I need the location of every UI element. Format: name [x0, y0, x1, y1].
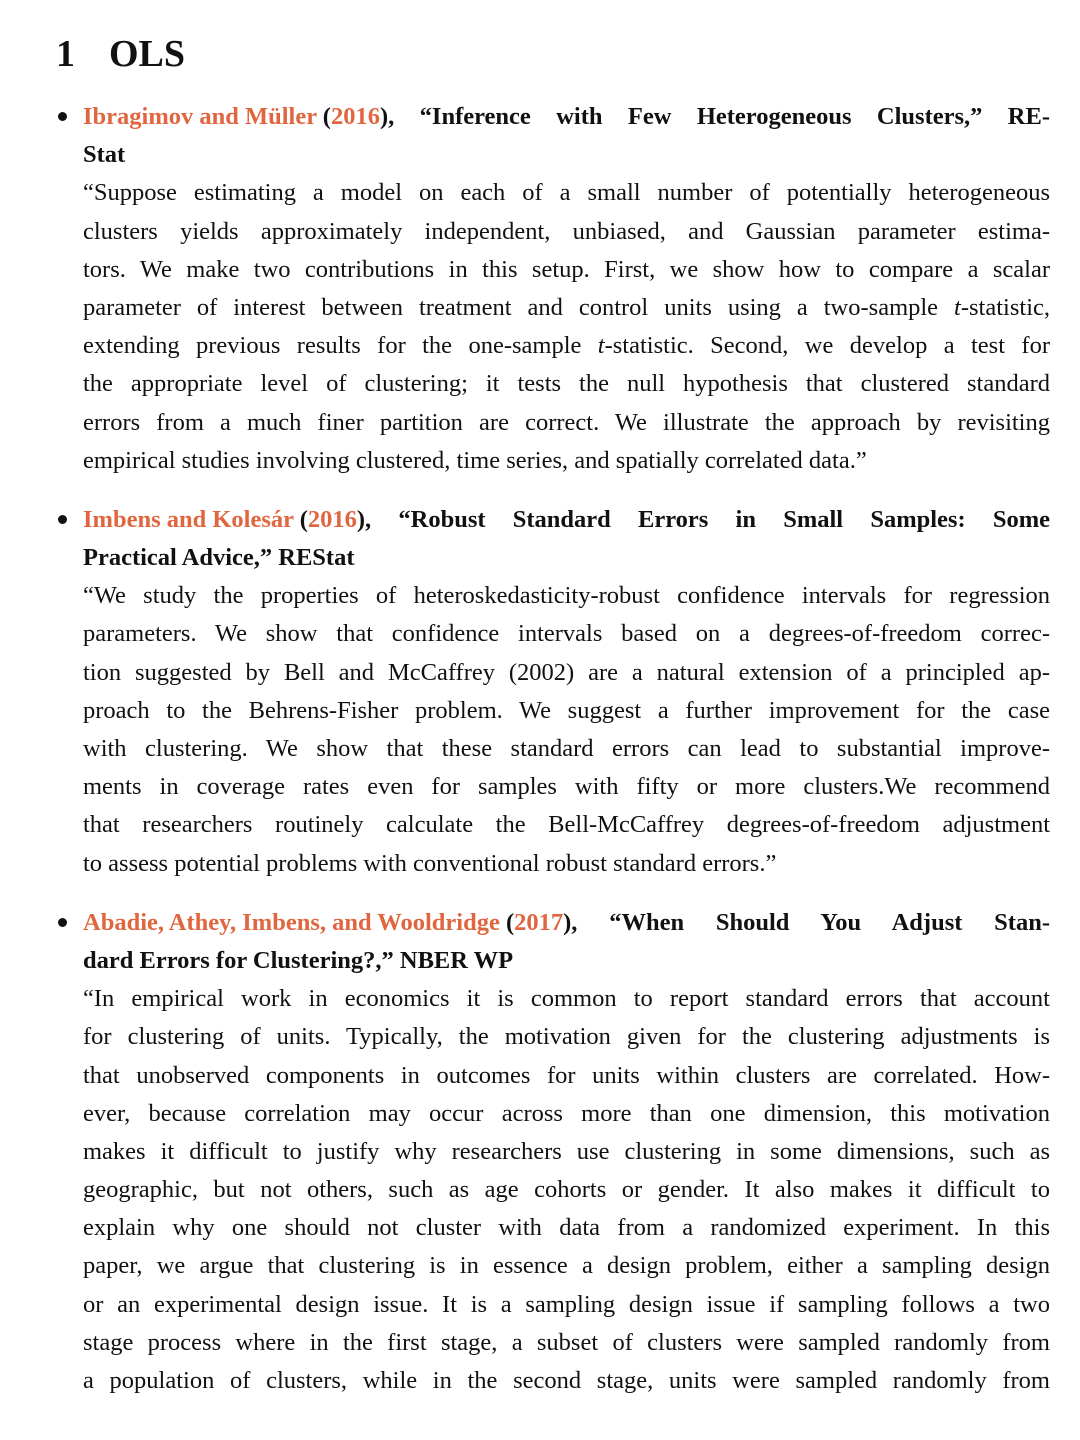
reference-list — [56, 98, 1050, 1400]
reference-title-line — [83, 942, 1050, 980]
title-text: Stat — [83, 141, 126, 169]
title-text: ), “Robust Standard Errors in Small Samples: Some — [356, 505, 1050, 533]
bullet-icon — [58, 515, 67, 524]
reference-title-line — [83, 136, 1050, 174]
year-link[interactable]: 2016 — [307, 505, 357, 533]
paren-open: ( — [499, 908, 515, 936]
author-link[interactable]: Ibragimov and Müller — [83, 103, 317, 130]
bullet-icon — [58, 918, 67, 927]
abstract-line: that unobserved components in outcomes for units within clusters are correlated. How- — [83, 1061, 1050, 1089]
abstract-line: to assess potential problems with conventional robust standard errors.” — [83, 849, 777, 877]
abstract-line: errors from a much finer partition are correct. We illustrate the approach by revisiting — [83, 408, 1050, 436]
year-link[interactable]: 2016 — [330, 103, 380, 130]
abstract-line: “Suppose estimating a model on each of a small number of potentially heterogeneous — [83, 179, 1050, 207]
abstract-line: explain why one should not cluster with data from a randomized experiment. In this — [83, 1214, 1050, 1242]
reference-entry — [56, 501, 1050, 883]
title-text: Practical Advice,” REStat — [83, 544, 355, 572]
abstract-line: that researchers routinely calculate the Bell-McCaffrey degrees-of-freedom adjustment — [83, 811, 1050, 839]
abstract-line: makes it difficult to justify why researchers use clustering in some dimensions, such as — [83, 1137, 1050, 1165]
title-text: ), “When Should You Adjust Stan- — [563, 908, 1050, 936]
abstract-line: extending previous results for the one-sample t-statistic. Second, we develop a test for — [83, 332, 1050, 360]
abstract-line: clusters yields approximately independent, unbiased, and Gaussian parameter estima- — [83, 217, 1050, 245]
abstract-line: ever, because correlation may occur across more than one dimension, this motivation — [83, 1099, 1050, 1127]
abstract — [83, 577, 1050, 883]
abstract-line: tors. We make two contributions in this setup. First, we show how to compare a scalar — [83, 255, 1050, 283]
abstract-line: “In empirical work in economics it is common to report standard errors that account — [83, 985, 1050, 1013]
abstract-line: stage process where in the first stage, a subset of clusters were sampled randomly from — [83, 1328, 1050, 1356]
abstract-line: proach to the Behrens-Fisher problem. We suggest a further improvement for the case — [83, 696, 1050, 724]
abstract-line: empirical studies involving clustered, time series, and spatially correlated data.” — [83, 446, 867, 474]
author-link[interactable]: Imbens and Kolesár — [83, 505, 294, 533]
year-link[interactable]: 2017 — [514, 908, 564, 936]
abstract-line: tion suggested by Bell and McCaffrey (2002) are a natural extension of a principled ap- — [83, 658, 1050, 686]
abstract — [83, 174, 1050, 480]
author-link[interactable]: Abadie, Athey, Imbens, and Wooldridge — [83, 908, 500, 936]
paren-open: ( — [293, 505, 308, 533]
reference-title-line — [83, 539, 1050, 577]
reference-entry — [56, 98, 1050, 480]
abstract-line: geographic, but not others, such as age cohorts or gender. It also makes it difficult to — [83, 1176, 1050, 1204]
title-text: ), “Inference with Few Heterogeneous Clusters,” RE- — [379, 103, 1050, 130]
abstract-line: a population of clusters, while in the second stage, units were sampled randomly from — [83, 1367, 1050, 1394]
abstract-line: or an experimental design issue. It is a sampling design issue if sampling follows a two — [83, 1290, 1050, 1318]
title-text: dard Errors for Clustering?,” NBER WP — [83, 946, 514, 974]
reference-entry — [56, 904, 1050, 1400]
abstract-line: paper, we argue that clustering is in essence a design problem, either a sampling design — [83, 1252, 1050, 1280]
reference-title-line — [83, 501, 1050, 539]
abstract-line: ments in coverage rates even for samples with fifty or more clusters.We recommend — [83, 773, 1050, 801]
abstract-line: the appropriate level of clustering; it tests the null hypothesis that clustered standard — [83, 370, 1050, 398]
abstract-line: for clustering of units. Typically, the motivation given for the clustering adjustments is — [83, 1023, 1050, 1051]
abstract — [83, 980, 1050, 1400]
bullet-icon — [58, 112, 67, 121]
abstract-line: parameters. We show that confidence intervals based on a degrees-of-freedom correc- — [83, 620, 1050, 648]
paren-open: ( — [316, 103, 331, 130]
abstract-line: “We study the properties of heteroskedasticity-robust confidence intervals for regression — [83, 582, 1050, 610]
section-title: OLS — [109, 33, 186, 75]
section-heading — [56, 32, 1050, 76]
abstract-line: parameter of interest between treatment and control units using a two-sample t-statistic, — [83, 293, 1050, 321]
section-number: 1 — [56, 33, 75, 75]
abstract-line: with clustering. We show that these standard errors can lead to substantial improve- — [83, 735, 1050, 762]
reference-title-line — [83, 98, 1050, 136]
reference-title-line — [83, 904, 1050, 942]
